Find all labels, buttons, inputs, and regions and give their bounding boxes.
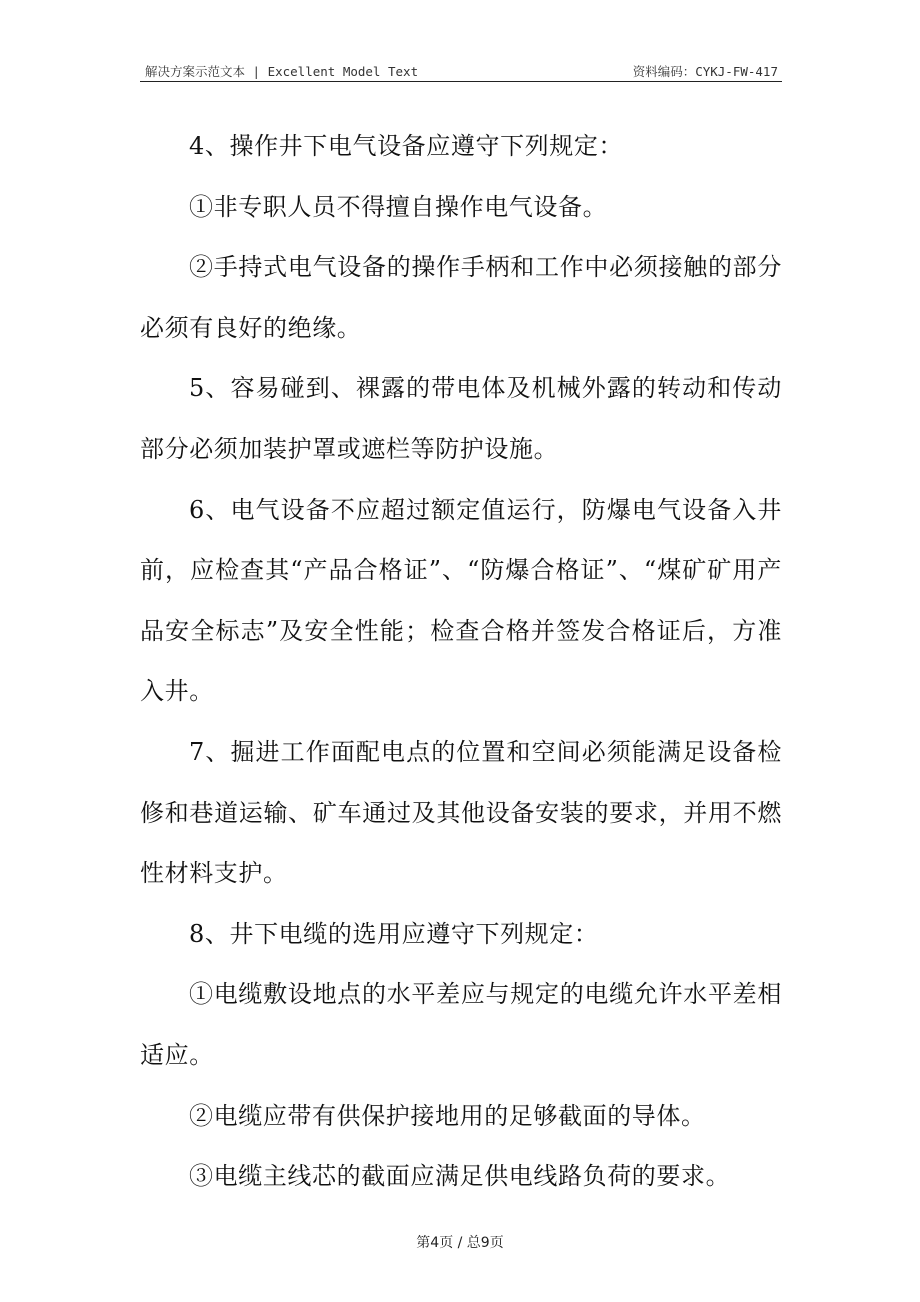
paragraph: 4、操作井下电气设备应遵守下列规定：: [189, 132, 624, 160]
document-body: [140, 116, 782, 1207]
header-title: 解决方案示范文本 | Excellent Model Text: [145, 64, 419, 79]
document-code: 资料编码：CYKJ-FW-417: [632, 64, 778, 79]
paragraph: ①电缆敷设地点的水平差应与规定的电缆允许水平差相适应。: [140, 980, 782, 1069]
paragraph: 6、电气设备不应超过额定值运行，防爆电气设备入井前，应检查其“产品合格证”、“防爆合格证”、“煤矿矿用产品安全标志”及安全性能；检查合格并签发合格证后，方准入井。: [140, 495, 782, 706]
page-header: [140, 62, 782, 80]
paragraph: 5、容易碰到、裸露的带电体及机械外露的转动和传动部分必须加装护罩或遮栏等防护设施。: [140, 374, 782, 463]
paragraph: 7、掘进工作面配电点的位置和空间必须能满足设备检修和巷道运输、矿车通过及其他设备安装的要求，并用不燃性材料支护。: [140, 737, 782, 888]
paragraph: ②电缆应带有供保护接地用的足够截面的导体。: [189, 1101, 706, 1130]
paragraph: ③电缆主线芯的截面应满足供电线路负荷的要求。: [189, 1162, 731, 1191]
paragraph: ②手持式电气设备的操作手柄和工作中必须接触的部分必须有良好的绝缘。: [140, 253, 782, 342]
paragraph: ①非专职人员不得擅自操作电气设备。: [189, 192, 608, 221]
page-number: 第4页 / 总9页: [416, 1235, 504, 1251]
paragraph: 8、井下电缆的选用应遵守下列规定：: [189, 919, 599, 948]
header-divider: [140, 81, 782, 82]
